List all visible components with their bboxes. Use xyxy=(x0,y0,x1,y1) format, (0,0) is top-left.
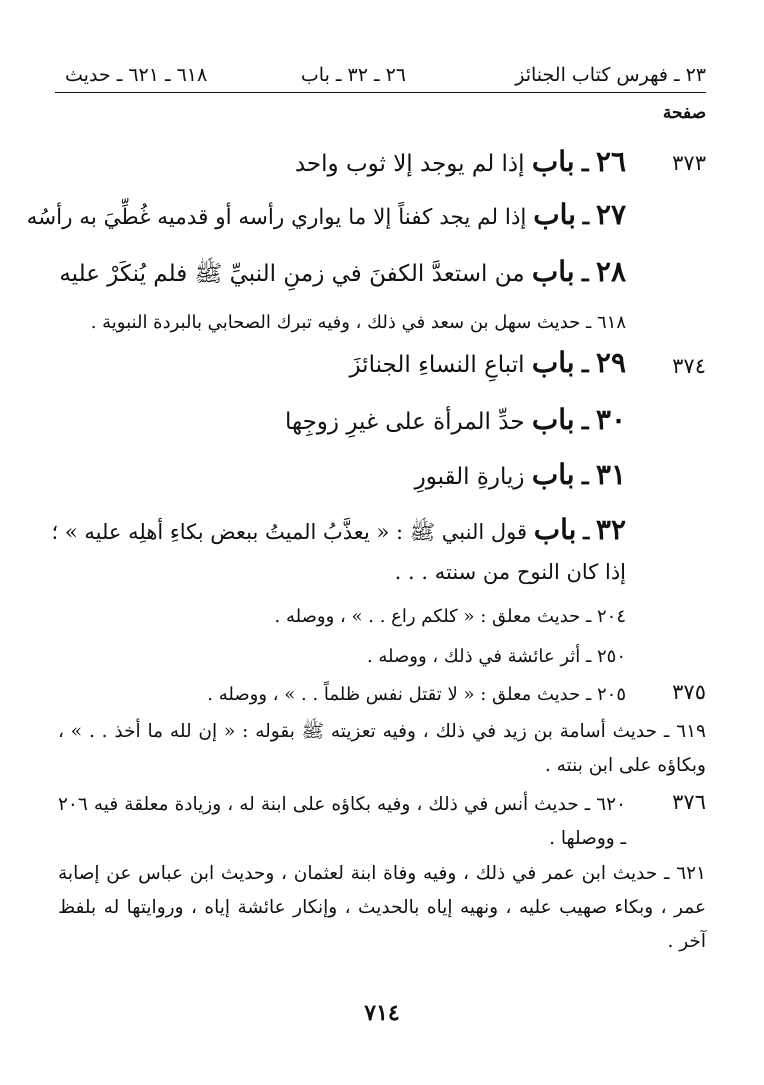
chapter-continuation: إذا كان النوح من سنته . . . xyxy=(394,560,626,584)
chapter-number: ٣٠ xyxy=(595,403,626,436)
chapter-number: ٢٨ xyxy=(595,255,626,288)
hadith-entry: ٢٥٠ ـ أثر عائشة في ذلك ، ووصله . xyxy=(366,646,626,667)
chapter-number: ٣٢ xyxy=(595,513,626,546)
chapter-heading xyxy=(58,255,626,289)
chapter-keyword: باب xyxy=(533,513,577,546)
chapter-number: ٢٧ xyxy=(595,198,626,231)
chapter-heading xyxy=(58,346,626,380)
chapter-dash: ـ xyxy=(581,150,589,177)
chapter-dash: ـ xyxy=(581,351,589,378)
chapter-heading xyxy=(51,513,626,547)
chapter-heading xyxy=(26,198,626,232)
chapter-keyword: باب xyxy=(531,145,575,178)
chapter-number: ٢٦ xyxy=(595,145,626,178)
chapter-heading xyxy=(58,145,626,179)
hadith-entry: ٦١٨ ـ حديث سهل بن سعد في ذلك ، وفيه تبرك الصحابي بالبردة النبوية . xyxy=(90,312,626,333)
hadith-entry: ٢٠٥ ـ حديث معلق : « لا تقتل نفس ظلماً . . » ، ووصله . xyxy=(207,684,626,705)
chapter-heading xyxy=(58,458,626,492)
hadith-entry: ٢٠٤ ـ حديث معلق : « كلكم راع . . » ، ووصله . xyxy=(274,606,626,627)
chapter-title: من استعدَّ الكفنَ في زمنِ النبيِّ ﷺ فلم يُنكَرْ عليه xyxy=(59,261,525,287)
chapter-title: اتباعِ النساءِ الجنائزَ xyxy=(349,352,525,378)
header-hadith-range: ٦١٨ ـ ٦٢١ ـ حديث xyxy=(65,64,208,86)
hadith-entry-full: ٦٢٠ ـ حديث أنس في ذلك ، وفيه بكاؤه على ابنة له ، وزيادة معلقة فيه ٢٠٦ ـ ووصلها . xyxy=(58,794,626,849)
chapter-number: ٣١ xyxy=(595,458,626,491)
chapter-keyword: باب xyxy=(531,346,575,379)
chapter-keyword: باب xyxy=(531,458,575,491)
chapter-title: إذا لم يجد كفناً إلا ما يواري رأسه أو قدميه غُطِّيَ به رأسُه xyxy=(26,205,527,230)
chapter-dash: ـ xyxy=(582,205,590,230)
page-number: ٧١٤ xyxy=(364,1000,400,1026)
hadith-entry-full: ٦١٩ ـ حديث أسامة بن زيد في ذلك ، وفيه تعزيته ﷺ بقوله : « إن لله ما أخذ . . » ، وبكاؤه على ابن بنته . xyxy=(58,721,706,776)
chapter-title: إذا لم يوجد إلا ثوب واحد xyxy=(294,151,525,177)
chapter-keyword: باب xyxy=(531,255,575,288)
page-ref: ٣٧٥ xyxy=(672,680,706,704)
chapter-keyword: باب xyxy=(531,403,575,436)
chapter-dash: ـ xyxy=(581,463,589,490)
chapter-title: قول النبي ﷺ : « يعذَّبُ الميتُ ببعض بكاءِ أهلِه عليه » ؛ xyxy=(51,520,528,544)
chapter-number: ٢٩ xyxy=(595,346,626,379)
chapter-heading xyxy=(58,403,626,437)
header-book-title: ٢٣ ـ فهرس كتاب الجنائز xyxy=(515,64,706,86)
chapter-title: زيارةِ القبورِ xyxy=(414,464,525,490)
page-ref: ٣٧٣ xyxy=(672,151,706,175)
header-chapter-range: ٢٦ ـ ٣٢ ـ باب xyxy=(300,64,406,86)
page-ref: ٣٧٤ xyxy=(672,354,706,378)
chapter-dash: ـ xyxy=(581,408,589,435)
chapter-keyword: باب xyxy=(533,198,576,231)
chapter-dash: ـ xyxy=(583,519,590,544)
running-header xyxy=(55,62,706,93)
page-column-label: صفحة xyxy=(662,103,706,123)
page-ref: ٣٧٦ xyxy=(672,790,706,814)
chapter-dash: ـ xyxy=(581,260,589,287)
chapter-title: حدِّ المرأة على غيرِ زوجِها xyxy=(284,409,525,435)
hadith-entry-full: ٦٢١ ـ حديث ابن عمر في ذلك ، وفيه وفاة ابنة لعثمان ، وحديث ابن عباس عن إصابة عمر ، وبكاء صهيب عليه ، ونهيه إياه بالحديث ، وإنكار عائشة إياه ، وروايتها له بلفظ آخر . xyxy=(58,863,706,952)
